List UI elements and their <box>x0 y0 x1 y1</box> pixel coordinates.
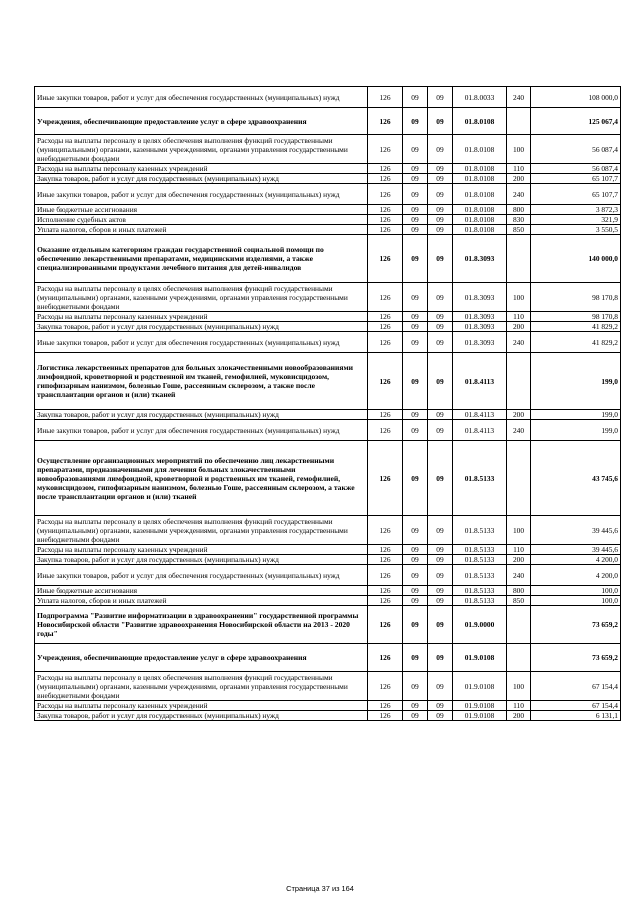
expense-type-cell: 240 <box>507 420 531 441</box>
ministry-code-cell: 126 <box>368 596 403 606</box>
amount-cell: 199,0 <box>531 410 621 420</box>
subsection-code-cell: 09 <box>428 606 453 644</box>
table-row <box>35 108 621 135</box>
subsection-code-cell: 09 <box>428 312 453 322</box>
subsection-code-cell: 09 <box>428 322 453 332</box>
expense-type-cell: 240 <box>507 184 531 205</box>
item-name-cell: Расходы на выплаты персоналу казенных учреждений <box>35 312 368 322</box>
section-code-cell: 09 <box>403 596 428 606</box>
subsection-code-cell: 09 <box>428 420 453 441</box>
section-code-cell: 09 <box>403 174 428 184</box>
amount-cell: 67 154,4 <box>531 672 621 701</box>
section-code-cell: 09 <box>403 410 428 420</box>
ministry-code-cell: 126 <box>368 184 403 205</box>
section-code-cell: 09 <box>403 672 428 701</box>
amount-cell: 4 200,0 <box>531 555 621 565</box>
subsection-code-cell: 09 <box>428 545 453 555</box>
section-code-cell: 09 <box>403 555 428 565</box>
item-name-cell: Закупка товаров, работ и услуг для государственных (муниципальных) нужд <box>35 711 368 721</box>
target-article-cell: 01.8.5133 <box>453 516 507 545</box>
ministry-code-cell: 126 <box>368 701 403 711</box>
target-article-cell: 01.8.0108 <box>453 215 507 225</box>
expense-type-cell <box>507 235 531 283</box>
ministry-code-cell: 126 <box>368 135 403 164</box>
target-article-cell: 01.8.0108 <box>453 135 507 164</box>
section-code-cell: 09 <box>403 516 428 545</box>
table-row <box>35 545 621 555</box>
item-name-cell: Уплата налогов, сборов и иных платежей <box>35 596 368 606</box>
ministry-code-cell: 126 <box>368 235 403 283</box>
subsection-code-cell: 09 <box>428 108 453 135</box>
target-article-cell: 01.8.5133 <box>453 555 507 565</box>
item-name-cell: Иные бюджетные ассигнования <box>35 586 368 596</box>
section-code-cell: 09 <box>403 332 428 353</box>
ministry-code-cell: 126 <box>368 283 403 312</box>
table-row <box>35 586 621 596</box>
section-code-cell: 09 <box>403 312 428 322</box>
section-code-cell: 09 <box>403 322 428 332</box>
table-row <box>35 174 621 184</box>
section-code-cell: 09 <box>403 586 428 596</box>
subsection-code-cell: 09 <box>428 565 453 586</box>
expense-type-cell: 110 <box>507 701 531 711</box>
ministry-code-cell: 126 <box>368 87 403 108</box>
item-name-cell: Иные закупки товаров, работ и услуг для обеспечения государственных (муниципальных) нужд <box>35 420 368 441</box>
table-row <box>35 332 621 353</box>
subsection-code-cell: 09 <box>428 701 453 711</box>
subsection-code-cell: 09 <box>428 441 453 516</box>
target-article-cell: 01.8.0108 <box>453 184 507 205</box>
target-article-cell: 01.8.0108 <box>453 174 507 184</box>
target-article-cell: 01.8.0108 <box>453 205 507 215</box>
expense-type-cell: 850 <box>507 596 531 606</box>
item-name-cell: Закупка товаров, работ и услуг для государственных (муниципальных) нужд <box>35 322 368 332</box>
target-article-cell: 01.8.0108 <box>453 164 507 174</box>
item-name-cell: Иные закупки товаров, работ и услуг для обеспечения государственных (муниципальных) нужд <box>35 87 368 108</box>
section-code-cell: 09 <box>403 184 428 205</box>
table-row <box>35 225 621 235</box>
ministry-code-cell: 126 <box>368 332 403 353</box>
item-name-cell: Исполнение судебных актов <box>35 215 368 225</box>
table-row <box>35 312 621 322</box>
expense-type-cell: 200 <box>507 711 531 721</box>
subsection-code-cell: 09 <box>428 332 453 353</box>
expense-type-cell: 200 <box>507 322 531 332</box>
amount-cell: 6 131,1 <box>531 711 621 721</box>
ministry-code-cell: 126 <box>368 565 403 586</box>
expense-type-cell <box>507 353 531 410</box>
expense-type-cell <box>507 606 531 644</box>
amount-cell: 140 000,0 <box>531 235 621 283</box>
item-name-cell: Закупка товаров, работ и услуг для государственных (муниципальных) нужд <box>35 174 368 184</box>
item-name-cell: Иные закупки товаров, работ и услуг для обеспечения государственных (муниципальных) нужд <box>35 184 368 205</box>
amount-cell: 100,0 <box>531 586 621 596</box>
table-row <box>35 135 621 164</box>
subsection-code-cell: 09 <box>428 135 453 164</box>
subsection-code-cell: 09 <box>428 215 453 225</box>
amount-cell: 41 829,2 <box>531 322 621 332</box>
target-article-cell: 01.8.3093 <box>453 332 507 353</box>
table-row <box>35 283 621 312</box>
ministry-code-cell: 126 <box>368 215 403 225</box>
expense-type-cell: 240 <box>507 87 531 108</box>
budget-table-container <box>34 86 620 721</box>
table-body <box>35 87 621 721</box>
ministry-code-cell: 126 <box>368 225 403 235</box>
item-name-cell: Закупка товаров, работ и услуг для государственных (муниципальных) нужд <box>35 555 368 565</box>
ministry-code-cell: 126 <box>368 205 403 215</box>
amount-cell: 98 170,8 <box>531 283 621 312</box>
subsection-code-cell: 09 <box>428 644 453 672</box>
item-name-cell: Уплата налогов, сборов и иных платежей <box>35 225 368 235</box>
table-row <box>35 215 621 225</box>
expense-type-cell: 830 <box>507 215 531 225</box>
table-row <box>35 205 621 215</box>
item-name-cell: Расходы на выплаты персоналу в целях обеспечения выполнения функций государственными (муниципальными) органами, казенными учреждениями, органами управления государственными внебюджетными фондами <box>35 283 368 312</box>
target-article-cell: 01.9.0108 <box>453 711 507 721</box>
subsection-code-cell: 09 <box>428 205 453 215</box>
item-name-cell: Расходы на выплаты персоналу казенных учреждений <box>35 701 368 711</box>
target-article-cell: 01.8.4113 <box>453 353 507 410</box>
ministry-code-cell: 126 <box>368 410 403 420</box>
target-article-cell: 01.8.0033 <box>453 87 507 108</box>
expense-type-cell: 800 <box>507 205 531 215</box>
expense-type-cell <box>507 441 531 516</box>
section-code-cell: 09 <box>403 283 428 312</box>
expense-type-cell: 200 <box>507 410 531 420</box>
target-article-cell: 01.8.0108 <box>453 225 507 235</box>
item-name-cell: Осуществление организационных мероприятий по обеспечению лиц лекарственными препаратами, предназначенными для лечения больных злокачественными новообразованиями лимфоидной, кроветворной и родственных им тканей, гемофилией, муковисцидозом, гипофизарным нанизмом, болезнью Гоше, рассеянным склерозом, а также после трансплантации органов и (или) тканей <box>35 441 368 516</box>
table-row <box>35 644 621 672</box>
section-code-cell: 09 <box>403 701 428 711</box>
section-code-cell: 09 <box>403 235 428 283</box>
expense-type-cell: 800 <box>507 586 531 596</box>
section-code-cell: 09 <box>403 545 428 555</box>
target-article-cell: 01.8.3093 <box>453 312 507 322</box>
item-name-cell: Подпрограмма "Развитие информатизации в здравоохранении" государственной программы Новосибирской области "Развитие здравоохранения Новосибирской области на 2013 - 2020 годы" <box>35 606 368 644</box>
section-code-cell: 09 <box>403 164 428 174</box>
section-code-cell: 09 <box>403 353 428 410</box>
section-code-cell: 09 <box>403 711 428 721</box>
expense-type-cell <box>507 644 531 672</box>
target-article-cell: 01.8.5133 <box>453 596 507 606</box>
section-code-cell: 09 <box>403 135 428 164</box>
ministry-code-cell: 126 <box>368 644 403 672</box>
target-article-cell: 01.8.5133 <box>453 565 507 586</box>
expense-type-cell: 100 <box>507 283 531 312</box>
target-article-cell: 01.8.4113 <box>453 410 507 420</box>
section-code-cell: 09 <box>403 87 428 108</box>
item-name-cell: Учреждения, обеспечивающие предоставление услуг в сфере здравоохранения <box>35 644 368 672</box>
amount-cell: 4 200,0 <box>531 565 621 586</box>
table-row <box>35 606 621 644</box>
table-row <box>35 184 621 205</box>
ministry-code-cell: 126 <box>368 420 403 441</box>
amount-cell: 199,0 <box>531 353 621 410</box>
target-article-cell: 01.9.0000 <box>453 606 507 644</box>
table-row <box>35 565 621 586</box>
ministry-code-cell: 126 <box>368 711 403 721</box>
ministry-code-cell: 126 <box>368 322 403 332</box>
amount-cell: 56 087,4 <box>531 135 621 164</box>
section-code-cell: 09 <box>403 108 428 135</box>
table-row <box>35 701 621 711</box>
expense-type-cell: 240 <box>507 332 531 353</box>
table-row <box>35 516 621 545</box>
budget-table <box>34 86 621 721</box>
target-article-cell: 01.8.3093 <box>453 235 507 283</box>
ministry-code-cell: 126 <box>368 441 403 516</box>
target-article-cell: 01.9.0108 <box>453 701 507 711</box>
target-article-cell: 01.8.4113 <box>453 420 507 441</box>
expense-type-cell: 100 <box>507 135 531 164</box>
section-code-cell: 09 <box>403 644 428 672</box>
expense-type-cell: 110 <box>507 312 531 322</box>
ministry-code-cell: 126 <box>368 606 403 644</box>
amount-cell: 3 550,5 <box>531 225 621 235</box>
subsection-code-cell: 09 <box>428 235 453 283</box>
item-name-cell: Расходы на выплаты персоналу в целях обеспечения выполнения функций государственными (муниципальными) органами, казенными учреждениями, органами управления государственными внебюджетными фондами <box>35 672 368 701</box>
expense-type-cell: 110 <box>507 164 531 174</box>
target-article-cell: 01.8.5133 <box>453 545 507 555</box>
subsection-code-cell: 09 <box>428 283 453 312</box>
section-code-cell: 09 <box>403 225 428 235</box>
item-name-cell: Расходы на выплаты персоналу казенных учреждений <box>35 545 368 555</box>
target-article-cell: 01.8.3093 <box>453 283 507 312</box>
subsection-code-cell: 09 <box>428 184 453 205</box>
subsection-code-cell: 09 <box>428 516 453 545</box>
target-article-cell: 01.8.3093 <box>453 322 507 332</box>
table-row <box>35 353 621 410</box>
target-article-cell: 01.8.5133 <box>453 586 507 596</box>
subsection-code-cell: 09 <box>428 164 453 174</box>
amount-cell: 98 170,8 <box>531 312 621 322</box>
item-name-cell: Учреждения, обеспечивающие предоставление услуг в сфере здравоохранения <box>35 108 368 135</box>
amount-cell: 3 872,3 <box>531 205 621 215</box>
table-row <box>35 441 621 516</box>
ministry-code-cell: 126 <box>368 516 403 545</box>
item-name-cell: Иные закупки товаров, работ и услуг для обеспечения государственных (муниципальных) нужд <box>35 332 368 353</box>
section-code-cell: 09 <box>403 205 428 215</box>
expense-type-cell: 200 <box>507 555 531 565</box>
item-name-cell: Иные закупки товаров, работ и услуг для обеспечения государственных (муниципальных) нужд <box>35 565 368 586</box>
table-row <box>35 87 621 108</box>
amount-cell: 67 154,4 <box>531 701 621 711</box>
ministry-code-cell: 126 <box>368 108 403 135</box>
item-name-cell: Логистика лекарственных препаратов для больных злокачественными новообразованиями лимфоидной, кроветворной и родственной им тканей, гемофилией, муковисцидозом, гипофизарным нанизмом, болезнью Гоше, рассеянным склерозом, а также после трансплантации органов и (или) тканей <box>35 353 368 410</box>
section-code-cell: 09 <box>403 441 428 516</box>
item-name-cell: Иные бюджетные ассигнования <box>35 205 368 215</box>
table-row <box>35 596 621 606</box>
target-article-cell: 01.9.0108 <box>453 672 507 701</box>
subsection-code-cell: 09 <box>428 586 453 596</box>
expense-type-cell: 200 <box>507 174 531 184</box>
target-article-cell: 01.9.0108 <box>453 644 507 672</box>
table-row <box>35 420 621 441</box>
ministry-code-cell: 126 <box>368 174 403 184</box>
item-name-cell: Оказание отдельным категориям граждан государственной социальной помощи по обеспечению лекарственными препаратами, медицинскими изделиями, а также специализированными продуктами лечебного питания для детей-инвалидов <box>35 235 368 283</box>
expense-type-cell: 850 <box>507 225 531 235</box>
ministry-code-cell: 126 <box>368 312 403 322</box>
section-code-cell: 09 <box>403 606 428 644</box>
table-row <box>35 235 621 283</box>
table-row <box>35 555 621 565</box>
ministry-code-cell: 126 <box>368 164 403 174</box>
expense-type-cell: 240 <box>507 565 531 586</box>
section-code-cell: 09 <box>403 420 428 441</box>
table-row <box>35 672 621 701</box>
amount-cell: 125 067,4 <box>531 108 621 135</box>
target-article-cell: 01.8.5133 <box>453 441 507 516</box>
section-code-cell: 09 <box>403 565 428 586</box>
expense-type-cell: 110 <box>507 545 531 555</box>
amount-cell: 73 659,2 <box>531 606 621 644</box>
table-row <box>35 322 621 332</box>
amount-cell: 321,9 <box>531 215 621 225</box>
expense-type-cell: 100 <box>507 516 531 545</box>
amount-cell: 65 107,7 <box>531 184 621 205</box>
subsection-code-cell: 09 <box>428 410 453 420</box>
table-row <box>35 410 621 420</box>
amount-cell: 39 445,6 <box>531 516 621 545</box>
amount-cell: 41 829,2 <box>531 332 621 353</box>
ministry-code-cell: 126 <box>368 672 403 701</box>
subsection-code-cell: 09 <box>428 596 453 606</box>
item-name-cell: Расходы на выплаты персоналу казенных учреждений <box>35 164 368 174</box>
expense-type-cell: 100 <box>507 672 531 701</box>
item-name-cell: Закупка товаров, работ и услуг для государственных (муниципальных) нужд <box>35 410 368 420</box>
amount-cell: 199,0 <box>531 420 621 441</box>
section-code-cell: 09 <box>403 215 428 225</box>
amount-cell: 65 107,7 <box>531 174 621 184</box>
amount-cell: 100,0 <box>531 596 621 606</box>
item-name-cell: Расходы на выплаты персоналу в целях обеспечения выполнения функций государственными (муниципальными) органами, казенными учреждениями, органами управления государственными внебюджетными фондами <box>35 135 368 164</box>
ministry-code-cell: 126 <box>368 555 403 565</box>
item-name-cell: Расходы на выплаты персоналу в целях обеспечения выполнения функций государственными (муниципальными) органами, казенными учреждениями, органами управления государственными внебюджетными фондами <box>35 516 368 545</box>
table-row <box>35 711 621 721</box>
table-row <box>35 164 621 174</box>
subsection-code-cell: 09 <box>428 555 453 565</box>
amount-cell: 73 659,2 <box>531 644 621 672</box>
target-article-cell: 01.8.0108 <box>453 108 507 135</box>
subsection-code-cell: 09 <box>428 353 453 410</box>
subsection-code-cell: 09 <box>428 672 453 701</box>
subsection-code-cell: 09 <box>428 174 453 184</box>
amount-cell: 39 445,6 <box>531 545 621 555</box>
page-number: Страница 37 из 164 <box>286 884 354 893</box>
ministry-code-cell: 126 <box>368 586 403 596</box>
ministry-code-cell: 126 <box>368 545 403 555</box>
subsection-code-cell: 09 <box>428 711 453 721</box>
amount-cell: 56 087,4 <box>531 164 621 174</box>
amount-cell: 43 745,6 <box>531 441 621 516</box>
ministry-code-cell: 126 <box>368 353 403 410</box>
amount-cell: 108 000,0 <box>531 87 621 108</box>
expense-type-cell <box>507 108 531 135</box>
subsection-code-cell: 09 <box>428 225 453 235</box>
subsection-code-cell: 09 <box>428 87 453 108</box>
